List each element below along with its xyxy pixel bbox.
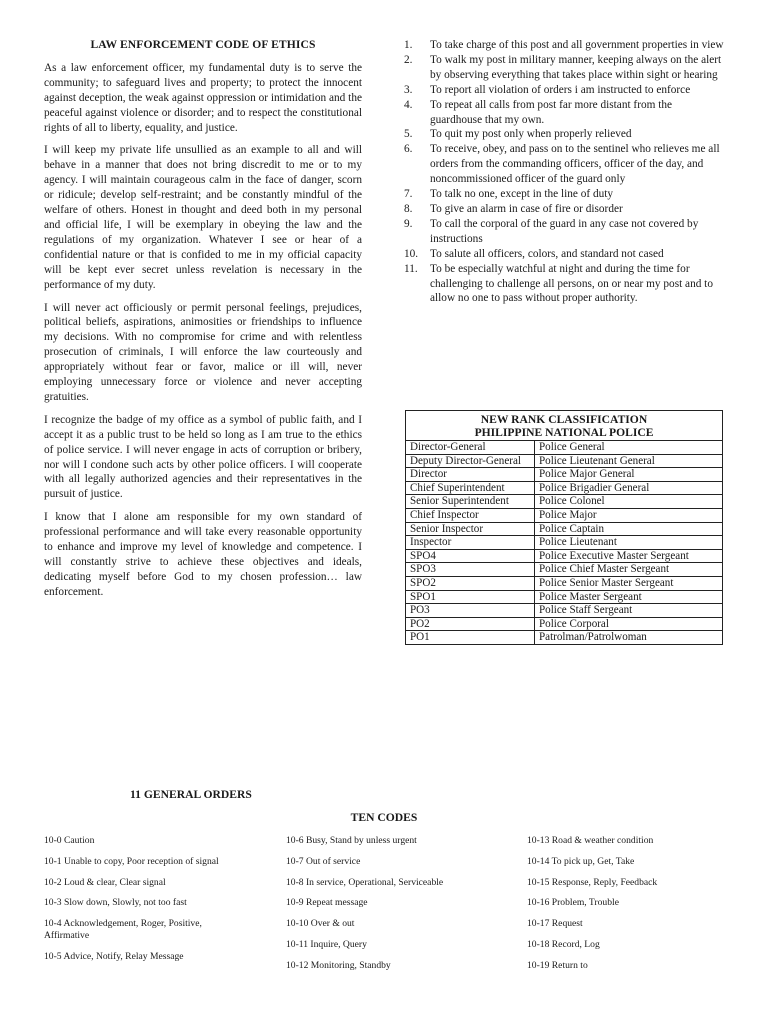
new-rank-cell: Police Chief Master Sergeant bbox=[535, 563, 723, 577]
ethics-paragraph: As a law enforcement officer, my fundamental duty is to serve the community; to safeguard lives and property; to protect the innocent against deception, the weak against oppression or intimidation and the peaceful against violence or disorder; and to respect the constitutional rights of all to liberty, equality, and justice. bbox=[44, 61, 362, 134]
old-rank-cell: Senior Inspector bbox=[406, 522, 535, 536]
rank-table-title-line1: NEW RANK CLASSIFICATION bbox=[480, 413, 648, 426]
rank-classification-table bbox=[405, 410, 723, 645]
general-order-text: To take charge of this post and all government properties in view bbox=[430, 39, 724, 51]
general-order-item bbox=[404, 127, 726, 142]
ten-code-item: 10-4 Acknowledgement, Roger, Positive, Affirmative bbox=[44, 918, 202, 942]
old-rank-cell: Director bbox=[406, 468, 535, 482]
general-order-item bbox=[404, 202, 726, 217]
old-rank-cell: Inspector bbox=[406, 536, 535, 550]
ten-codes-column-3 bbox=[527, 835, 737, 981]
ten-code-item: 10-15 Response, Reply, Feedback bbox=[527, 876, 658, 888]
old-rank-cell: SPO2 bbox=[406, 576, 535, 590]
new-rank-cell: Police Master Sergeant bbox=[535, 590, 723, 604]
new-rank-cell: Police Executive Master Sergeant bbox=[535, 549, 723, 563]
old-rank-cell: Chief Inspector bbox=[406, 508, 535, 522]
ten-codes-column-1 bbox=[44, 835, 244, 972]
new-rank-cell: Police Senior Master Sergeant bbox=[535, 576, 723, 590]
table-row bbox=[406, 481, 723, 495]
ten-code-item: 10-12 Monitoring, Standby bbox=[286, 959, 391, 971]
old-rank-cell: Director-General bbox=[406, 441, 535, 455]
new-rank-cell: Police Lieutenant bbox=[535, 536, 723, 550]
ethics-paragraph: I know that I alone am responsible for my own standard of professional performance and will take every reasonable opportunity to enhance and improve my level of knowledge and competence. I will constantly strive to achieve these objectives and ideals, dedicating myself before God to my chosen profession… law enforcement. bbox=[44, 511, 362, 598]
general-order-item bbox=[404, 187, 726, 202]
general-order-item bbox=[404, 142, 726, 187]
general-order-text: To talk no one, except in the line of duty bbox=[430, 188, 614, 201]
new-rank-cell: Police General bbox=[535, 441, 723, 455]
table-row bbox=[406, 522, 723, 536]
old-rank-cell: SPO4 bbox=[406, 549, 535, 563]
old-rank-cell: PO3 bbox=[406, 604, 535, 618]
general-order-number: 7. bbox=[404, 188, 413, 201]
general-order-item bbox=[404, 217, 726, 247]
ten-code-item: 10-9 Repeat message bbox=[286, 897, 368, 909]
general-orders-title: 11 GENERAL ORDERS bbox=[130, 788, 252, 801]
new-rank-cell: Police Major General bbox=[535, 468, 723, 482]
ten-code-item: 10-1 Unable to copy, Poor reception of signal bbox=[44, 855, 219, 867]
table-row bbox=[406, 590, 723, 604]
ten-codes-title: TEN CODES bbox=[350, 811, 418, 824]
ten-code-item: 10-8 In service, Operational, Serviceable bbox=[286, 876, 444, 888]
general-order-item bbox=[404, 83, 726, 98]
general-orders-list bbox=[404, 38, 726, 306]
general-order-number: 10. bbox=[404, 247, 419, 260]
general-order-number: 8. bbox=[404, 202, 413, 215]
ethics-paragraph: I will never act officiously or permit personal feelings, prejudices, political beliefs, aspirations, animosities or friendships to influence my decisions. With no compromise for crime and with relentless prosecution of criminals, I will enforce the law courteously and appropriately without fear or favor, malice or ill will, never employing unnecessary force or violence and never accepting gratuities. bbox=[44, 301, 362, 403]
rank-table-header-row bbox=[406, 411, 723, 441]
general-order-number: 9. bbox=[404, 217, 413, 230]
rank-table-title-line2: PHILIPPINE NATIONAL POLICE bbox=[474, 426, 654, 439]
rank-table-title bbox=[406, 411, 723, 441]
general-order-number: 1. bbox=[404, 39, 413, 51]
ten-code-item: 10-13 Road & weather condition bbox=[527, 835, 654, 846]
old-rank-cell: Chief Superintendent bbox=[406, 481, 535, 495]
general-order-number: 3. bbox=[404, 83, 413, 96]
table-row bbox=[406, 576, 723, 590]
old-rank-cell: SPO3 bbox=[406, 563, 535, 577]
general-order-text: To receive, obey, and pass on to the sentinel who relieves me all orders from the commanding officers, officer of the day, and noncommissioned officer of the guard only bbox=[430, 143, 720, 186]
general-order-item bbox=[404, 262, 726, 307]
code-of-ethics-section bbox=[44, 38, 362, 608]
table-row bbox=[406, 536, 723, 550]
ten-code-item: 10-5 Advice, Notify, Relay Message bbox=[44, 951, 184, 963]
general-orders-list-section bbox=[404, 38, 726, 306]
ten-code-item: 10-6 Busy, Stand by unless urgent bbox=[286, 835, 417, 846]
new-rank-cell: Police Captain bbox=[535, 522, 723, 536]
new-rank-cell: Police Lieutenant General bbox=[535, 454, 723, 468]
general-order-text: To give an alarm in case of fire or disorder bbox=[430, 202, 623, 215]
ten-code-item: 10-19 Return to bbox=[527, 959, 588, 971]
ten-code-item: 10-3 Slow down, Slowly, not too fast bbox=[44, 897, 187, 909]
old-rank-cell: SPO1 bbox=[406, 590, 535, 604]
new-rank-cell: Police Major bbox=[535, 508, 723, 522]
general-order-text: To call the corporal of the guard in any case not covered by instructions bbox=[430, 217, 699, 245]
new-rank-cell: Police Staff Sergeant bbox=[535, 604, 723, 618]
ten-codes-column-2 bbox=[286, 835, 506, 981]
old-rank-cell: Senior Superintendent bbox=[406, 495, 535, 509]
ten-code-item: 10-7 Out of service bbox=[286, 855, 361, 867]
ten-code-item: 10-0 Caution bbox=[44, 835, 95, 846]
general-order-text: To report all violation of orders i am instructed to enforce bbox=[430, 83, 691, 96]
general-order-text: To salute all officers, colors, and standard not cased bbox=[430, 247, 664, 260]
table-row bbox=[406, 617, 723, 631]
ten-code-item: 10-18 Record, Log bbox=[527, 938, 600, 950]
table-row bbox=[406, 468, 723, 482]
general-order-item bbox=[404, 53, 726, 83]
general-order-number: 5. bbox=[404, 128, 413, 141]
ten-code-item: 10-2 Loud & clear, Clear signal bbox=[44, 876, 166, 888]
general-order-item bbox=[404, 98, 726, 128]
old-rank-cell: PO2 bbox=[406, 617, 535, 631]
ten-code-item: 10-16 Problem, Trouble bbox=[527, 897, 619, 909]
old-rank-cell: Deputy Director-General bbox=[406, 454, 535, 468]
table-row bbox=[406, 604, 723, 618]
general-order-item bbox=[404, 38, 726, 53]
code-of-ethics-title: LAW ENFORCEMENT CODE OF ETHICS bbox=[90, 38, 316, 51]
general-order-text: To repeat all calls from post far more distant from the guardhouse that my own. bbox=[430, 98, 673, 126]
new-rank-cell: Patrolman/Patrolwoman bbox=[535, 631, 723, 645]
table-row bbox=[406, 563, 723, 577]
general-order-text: To quit my post only when properly relieved bbox=[430, 128, 632, 141]
new-rank-cell: Police Colonel bbox=[535, 495, 723, 509]
general-order-number: 4. bbox=[404, 98, 413, 111]
table-row bbox=[406, 549, 723, 563]
general-order-item bbox=[404, 247, 726, 262]
general-order-number: 11. bbox=[404, 262, 418, 275]
general-order-text: To be especially watchful at night and during the time for challenging to challenge all persons, on or near my post and to allow no one to pass without proper authority. bbox=[430, 262, 713, 305]
table-row bbox=[406, 495, 723, 509]
ten-code-item: 10-10 Over & out bbox=[286, 918, 355, 930]
table-row bbox=[406, 454, 723, 468]
new-rank-cell: Police Corporal bbox=[535, 617, 723, 631]
general-order-number: 2. bbox=[404, 53, 413, 66]
general-order-number: 6. bbox=[404, 143, 413, 156]
general-order-text: To walk my post in military manner, keeping always on the alert by observing everything that takes place within sight or hearing bbox=[430, 53, 722, 81]
table-row bbox=[406, 631, 723, 645]
ethics-paragraph: I will keep my private life unsullied as an example to all and will behave in a manner that does not bring discredit to me or to my agency. I will maintain courageous calm in the face of danger, scorn or ridicule; develop self-restraint; and be constantly mindful of the welfare of others. Honest in thought and deed both in my personal and official life, I will be exemplary in obeying the law and the regulations of my organization. Whatever I see or hear of a confidential nature or that is confided to me in my official capacity will be kept ever secret unless revelation is necessary in the performance of my duty. bbox=[44, 144, 362, 291]
new-rank-cell: Police Brigadier General bbox=[535, 481, 723, 495]
table-row bbox=[406, 508, 723, 522]
table-row bbox=[406, 441, 723, 455]
old-rank-cell: PO1 bbox=[406, 631, 535, 645]
ten-code-item: 10-17 Request bbox=[527, 918, 583, 930]
ten-code-item: 10-14 To pick up, Get, Take bbox=[527, 855, 635, 867]
ethics-paragraph: I recognize the badge of my office as a symbol of public faith, and I accept it as a public trust to be held so long as I am true to the ethics of police service. I will never engage in acts of corruption or bribery, nor will I condone such acts by other police officers. I will cooperate with all legally authorized agencies and their representatives in the pursuit of justice. bbox=[44, 413, 362, 501]
ten-code-item: 10-11 Inquire, Query bbox=[286, 938, 367, 950]
